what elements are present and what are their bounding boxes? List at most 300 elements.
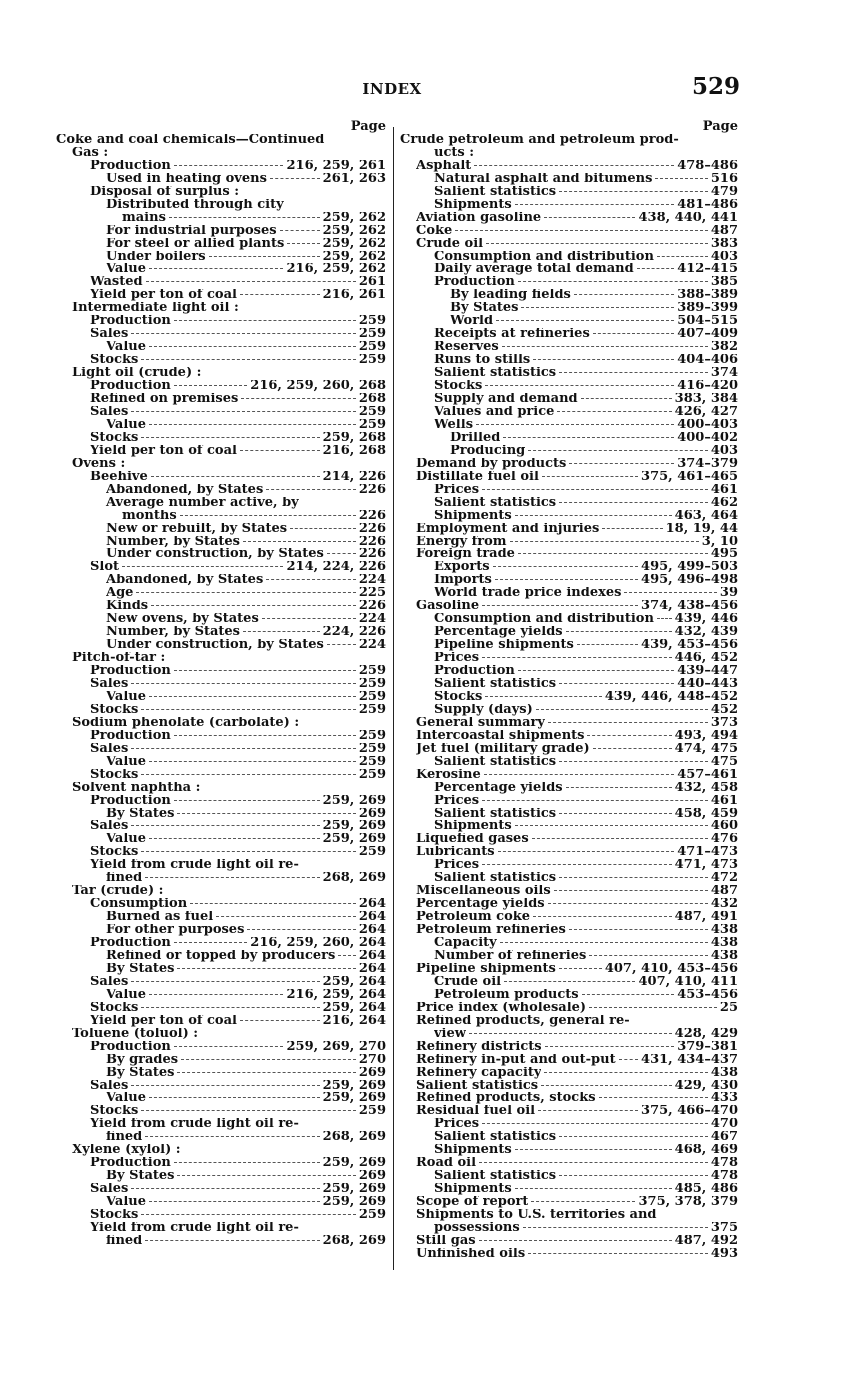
dot-leader [145, 1240, 319, 1241]
index-entry [56, 225, 386, 238]
index-entry-term: Prices [434, 652, 480, 666]
index-entry [400, 1092, 738, 1105]
index-entry [400, 665, 738, 678]
index-entry-term: Tar (crude) : [72, 885, 164, 899]
index-entry [400, 1248, 738, 1261]
index-entry-term: Refined on premises [90, 393, 239, 406]
index-entry [400, 393, 738, 406]
index-entry-pages: 264 [358, 898, 386, 912]
index-entry-term: Refined or topped by producers [106, 950, 336, 963]
index-entry-pages: 400–403 [677, 418, 738, 432]
index-entry [400, 276, 738, 289]
index-entry-pages: 485, 486 [674, 1183, 738, 1197]
index-entry [400, 1015, 738, 1028]
index-entry-pages: 3, 10 [701, 535, 738, 549]
index-entry-pages: 478–486 [677, 159, 738, 173]
index-entry-term: Shipments to U.S. territories and [416, 1209, 657, 1223]
dot-leader [149, 696, 356, 697]
dot-leader [559, 1175, 708, 1176]
index-column-left [56, 121, 386, 1248]
dot-leader [559, 968, 602, 969]
index-entry [56, 937, 386, 950]
index-entry-term: Shipments [434, 198, 512, 212]
index-entry [400, 328, 738, 341]
index-entry-term: Gasoline [416, 600, 480, 614]
index-entry [400, 199, 738, 212]
dot-leader [141, 851, 356, 852]
index-entry-pages: 375, 461–465 [641, 470, 738, 484]
index-entry-term: Reserves [434, 341, 499, 355]
index-entry-pages: 224 [358, 613, 386, 627]
dot-leader [559, 683, 674, 684]
index-entry-pages: 461 [710, 483, 738, 497]
dot-leader [243, 631, 320, 632]
index-entry [56, 639, 386, 652]
index-entry-pages: 504–515 [677, 315, 738, 329]
dot-leader [243, 541, 356, 542]
index-entry [56, 613, 386, 626]
index-entry-term: Light oil (crude) : [72, 367, 202, 381]
index-entry-pages: 259 [358, 315, 386, 329]
index-entry-term: Salient statistics [434, 755, 557, 769]
dot-leader [554, 890, 708, 891]
column-divider [393, 127, 394, 1270]
index-entry-pages: 407–409 [677, 328, 738, 342]
index-entry [56, 147, 386, 160]
dot-leader [131, 333, 356, 334]
index-entry-term: Yield from crude light oil re- [90, 859, 299, 873]
dot-leader [515, 1188, 672, 1189]
index-entry [400, 730, 738, 743]
index-entry [400, 976, 738, 989]
index-entry-term: Sales [90, 405, 129, 419]
index-entry-term: Prices [434, 794, 480, 808]
index-entry [400, 1067, 738, 1080]
index-entry [56, 859, 386, 872]
dot-leader [485, 696, 602, 697]
index-entry [56, 484, 386, 497]
index-entry-pages: 385 [710, 276, 738, 290]
index-entry-term: Production [90, 937, 171, 950]
index-entry-pages: 259, 268 [322, 431, 386, 445]
index-entry-term: World [450, 315, 494, 329]
index-entry-term: Values and price [434, 405, 555, 419]
index-entry [56, 160, 386, 173]
index-entry [56, 458, 386, 471]
dot-leader [141, 437, 319, 438]
dot-leader [531, 1201, 635, 1202]
dot-leader [502, 346, 708, 347]
index-entry-term: Petroleum products [434, 988, 579, 1002]
index-entry [56, 406, 386, 419]
dot-leader [266, 579, 356, 580]
index-entry-term: Daily average total demand [434, 263, 634, 277]
index-entry-pages: 259, 269 [322, 833, 386, 847]
index-entry-pages: 25 [719, 1001, 738, 1015]
index-entry-pages: 412–415 [677, 263, 738, 277]
index-entry-term: Refinery in-put and out-put [416, 1053, 616, 1067]
index-entry-term: Pipeline shipments [434, 639, 574, 653]
index-entry [400, 315, 738, 328]
index-entry [56, 833, 386, 846]
index-entry [56, 548, 386, 561]
index-entry-term: Runs to stills [434, 354, 531, 368]
index-entry [400, 1196, 738, 1209]
index-entry-term: New or rebuilt, by States [106, 522, 288, 536]
index-entries-right [400, 134, 738, 1261]
index-entry-term: Stocks [90, 354, 139, 368]
index-entry [56, 523, 386, 536]
index-entry-pages: 259, 269 [322, 1183, 386, 1197]
index-entry-term: Petroleum refineries [416, 924, 566, 938]
dot-leader [482, 657, 672, 658]
dot-leader [581, 398, 672, 399]
index-entry-term: mains [122, 211, 166, 225]
dot-leader [131, 411, 356, 412]
dot-leader [149, 994, 284, 995]
index-entry-pages: 269 [358, 1066, 386, 1080]
index-entry [56, 665, 386, 678]
index-entry-pages: 400–402 [677, 431, 738, 445]
index-entry [400, 1054, 738, 1067]
index-entry-term: World trade price indexes [434, 587, 622, 601]
index-entry-pages: 374, 438–456 [641, 600, 738, 614]
dot-leader [533, 359, 674, 360]
index-entry [400, 678, 738, 691]
index-entry-pages: 438, 440, 441 [638, 211, 738, 225]
index-entry-term: By States [106, 1170, 175, 1184]
index-entry-pages: 439–447 [677, 665, 738, 678]
index-entry-term: Still gas [416, 1234, 476, 1248]
index-entry-term: Production [90, 665, 171, 678]
dot-leader [131, 748, 356, 749]
index-entry-pages: 438 [710, 924, 738, 938]
index-entry [56, 173, 386, 186]
index-entry-pages: 268, 269 [322, 1234, 386, 1248]
dot-leader [287, 243, 319, 244]
index-entry-term: Salient statistics [434, 807, 557, 821]
index-entry-pages: 476 [710, 833, 738, 847]
index-entry [400, 471, 738, 484]
index-entry-term: Asphalt [416, 159, 472, 173]
dot-leader [637, 268, 675, 269]
index-entry [56, 1183, 386, 1196]
dot-leader [619, 1059, 638, 1060]
index-entry-term: Lubricants [416, 846, 495, 860]
dot-leader [486, 243, 708, 244]
index-entry [56, 846, 386, 859]
index-entry [56, 717, 386, 730]
index-entry-pages: 259 [358, 846, 386, 860]
index-entry-pages: 226 [358, 548, 386, 562]
index-entry [400, 1157, 738, 1170]
index-entry-term: Production [90, 1040, 171, 1054]
index-entry-term: Yield per ton of coal [90, 289, 237, 303]
index-entry-pages: 375, 378, 379 [638, 1196, 738, 1210]
dot-leader [469, 1033, 672, 1034]
dot-leader [559, 813, 672, 814]
dot-leader [533, 916, 672, 917]
index-entry-pages: 404–406 [677, 354, 738, 368]
index-entry-term: view [434, 1027, 466, 1041]
index-entry-term: Consumption and distribution [434, 613, 654, 627]
index-entry-pages: 471, 473 [674, 859, 738, 873]
index-entry-pages: 259 [358, 729, 386, 743]
index-entry-term: Liquefied gases [416, 833, 529, 847]
index-entry-term: Road oil [416, 1157, 477, 1171]
index-entry [56, 238, 386, 251]
index-entry-pages: 224 [358, 574, 386, 588]
index-entry-term: Sales [90, 1183, 129, 1197]
index-entry-term: Average number active, by [106, 496, 299, 510]
index-entry-pages: 259, 264 [322, 1001, 386, 1015]
dot-leader [177, 1175, 355, 1176]
index-entry-term: Wells [434, 418, 474, 432]
index-entry [56, 1028, 386, 1041]
index-entry-term: fined [106, 1131, 143, 1145]
index-entry-pages: 458, 459 [674, 807, 738, 821]
index-entry-term: Beehive [90, 470, 148, 484]
dot-leader [174, 735, 356, 736]
index-entry [56, 561, 386, 574]
index-entry-term: Stocks [434, 690, 483, 704]
dot-leader [476, 424, 674, 425]
index-entry-term: Stocks [90, 703, 139, 717]
dot-leader [141, 1214, 356, 1215]
index-entry-pages: 259 [358, 690, 386, 704]
dot-leader [141, 709, 356, 710]
index-entry [400, 1235, 738, 1248]
index-entry-term: Value [106, 690, 146, 704]
index-entry [400, 795, 738, 808]
dot-leader [485, 385, 674, 386]
index-entry [56, 212, 386, 225]
dot-leader [544, 1072, 707, 1073]
index-entry-pages: 416–420 [677, 380, 738, 394]
index-entry [56, 289, 386, 302]
index-entry-pages: 468, 469 [674, 1144, 738, 1158]
index-entry-pages: 259, 269 [322, 1092, 386, 1106]
index-entry-term: Xylene (xylol) : [72, 1144, 181, 1158]
dot-leader [327, 553, 356, 554]
dot-leader [496, 320, 674, 321]
index-entry-term: Value [106, 833, 146, 847]
index-entry [56, 1209, 386, 1222]
index-entry [400, 691, 738, 704]
index-entry [56, 820, 386, 833]
index-entry-term: Pipeline shipments [416, 962, 556, 976]
dot-leader [177, 1072, 355, 1073]
index-entry-term: Aviation gasoline [416, 211, 542, 225]
index-entry [400, 212, 738, 225]
index-entry-pages: 379–381 [677, 1040, 738, 1054]
index-entry [56, 1222, 386, 1235]
index-entry-term: Intermediate light oil : [72, 302, 239, 316]
index-entry [56, 743, 386, 756]
index-entry-pages: 388–389 [677, 289, 738, 303]
index-entries-left [56, 134, 386, 1248]
index-entry [400, 147, 738, 160]
index-entry-term: Residual fuel oil [416, 1105, 536, 1119]
index-entry [400, 354, 738, 367]
dot-leader [577, 644, 638, 645]
index-entry-term: Distributed through city [106, 198, 284, 212]
dot-leader [500, 942, 708, 943]
index-entry-pages: 453–456 [677, 988, 738, 1002]
dot-leader [559, 191, 708, 192]
dot-leader [141, 1007, 319, 1008]
index-entry-pages: 214, 226 [322, 470, 386, 484]
index-entry [400, 950, 738, 963]
index-entry-pages: 439, 446 [674, 613, 738, 627]
index-entry [56, 445, 386, 458]
dot-leader [136, 592, 355, 593]
dot-leader [146, 281, 356, 282]
index-entry-pages: 433 [710, 1092, 738, 1106]
index-entry-term: Production [90, 729, 171, 743]
index-entry-term: Stocks [90, 1105, 139, 1119]
dot-leader [593, 333, 674, 334]
index-entry-term: Percentage yields [434, 781, 563, 795]
index-entry-term: Abandoned, by States [106, 483, 264, 497]
index-entry [400, 574, 738, 587]
dot-leader [482, 1123, 708, 1124]
index-entry [400, 808, 738, 821]
index-entry [56, 1002, 386, 1015]
index-entry [400, 263, 738, 276]
index-entry [56, 1080, 386, 1093]
index-entry-pages: 264 [358, 911, 386, 925]
index-entry [400, 497, 738, 510]
dot-leader [559, 502, 708, 503]
index-entry [56, 536, 386, 549]
index-entry-term: Sales [90, 742, 129, 756]
index-entry-term: Ovens : [72, 457, 126, 471]
index-entry-pages: 426, 427 [674, 405, 738, 419]
index-entry-term: Production [90, 315, 171, 329]
dot-leader [266, 489, 356, 490]
dot-leader [131, 825, 319, 826]
index-entry-term: Value [106, 341, 146, 355]
index-entry [56, 276, 386, 289]
index-entry-pages: 216, 261 [322, 289, 386, 303]
index-entry-term: Under construction, by States [106, 639, 324, 653]
index-entry [400, 302, 738, 315]
index-entry-term: Salient statistics [434, 677, 557, 691]
index-entry-term: Under boilers [106, 250, 206, 264]
index-entry-term: fined [106, 1234, 143, 1248]
index-entry-term: Stocks [90, 768, 139, 782]
index-entry-pages: 461 [710, 794, 738, 808]
index-entry-term: Sales [90, 1079, 129, 1093]
index-entry [56, 587, 386, 600]
index-entry-pages: 487, 491 [674, 911, 738, 925]
index-entry [56, 989, 386, 1002]
index-entry-pages: 259 [358, 354, 386, 368]
index-entry-pages: 268, 269 [322, 872, 386, 886]
index-entry-term: Employment and injuries [416, 522, 600, 536]
index-entry-pages: 438 [710, 950, 738, 963]
dot-leader [149, 1097, 320, 1098]
dot-leader [174, 800, 320, 801]
index-entry-term: Refined products, stocks [416, 1092, 596, 1106]
index-entry-term: months [122, 509, 177, 523]
index-entry [400, 238, 738, 251]
index-entry [56, 341, 386, 354]
dot-leader [482, 864, 672, 865]
index-entry-term: By States [106, 1066, 175, 1080]
index-entry-term: Natural asphalt and bitumens [434, 172, 653, 186]
index-column-right [400, 121, 738, 1261]
dot-leader [582, 994, 675, 995]
index-entry-term: Solvent naphtha : [72, 781, 201, 795]
dot-leader [521, 307, 674, 308]
dot-leader [209, 256, 320, 257]
index-entry [400, 613, 738, 626]
index-entry-term: Value [106, 263, 146, 277]
index-entry-term: Under construction, by States [106, 548, 324, 562]
index-entry-term: Value [106, 1196, 146, 1210]
index-entry [56, 471, 386, 484]
index-entry [400, 1041, 738, 1054]
index-entry-pages: 259 [358, 1105, 386, 1119]
index-entry [400, 289, 738, 302]
index-entry-pages: 460 [710, 820, 738, 834]
index-entry-term: By States [106, 962, 175, 976]
index-entry-term: Refinery capacity [416, 1066, 542, 1080]
index-entry [400, 820, 738, 833]
index-entry-pages: 428, 429 [674, 1027, 738, 1041]
dot-leader [181, 1059, 356, 1060]
dot-leader [240, 450, 320, 451]
index-entry-pages: 439, 446, 448–452 [604, 690, 738, 704]
dot-leader [149, 424, 356, 425]
index-entry [56, 872, 386, 885]
index-entry-pages: 259 [358, 328, 386, 342]
index-entry [400, 911, 738, 924]
index-entry [400, 652, 738, 665]
index-entry [56, 1015, 386, 1028]
index-entry-term: For industrial purposes [106, 224, 277, 238]
index-entry-pages: 440–443 [677, 677, 738, 691]
index-entry [400, 782, 738, 795]
index-entry [400, 859, 738, 872]
index-entry [56, 1054, 386, 1067]
index-entry-term: Foreign trade [416, 548, 515, 562]
index-entry-pages: 259 [358, 418, 386, 432]
dot-leader [624, 592, 716, 593]
index-entry-pages: 214, 224, 226 [286, 561, 386, 575]
index-entry-pages: 432 [710, 898, 738, 912]
index-entry-term: Number, by States [106, 535, 240, 549]
dot-leader [145, 1136, 319, 1137]
dot-leader [559, 372, 708, 373]
index-entry-pages: 470 [710, 1118, 738, 1132]
index-entry-term: Sales [90, 975, 129, 989]
index-entry-pages: 467 [710, 1131, 738, 1145]
index-entry-term: Number, by States [106, 626, 240, 640]
dot-leader [545, 1046, 675, 1047]
dot-leader [474, 165, 674, 166]
index-entry-pages: 383 [710, 237, 738, 251]
index-entry-term: Age [106, 587, 134, 601]
index-entry-term: Value [106, 755, 146, 769]
index-entry-pages: 216, 259, 260, 268 [250, 380, 386, 394]
index-entry-pages: 481–486 [677, 198, 738, 212]
index-entry-term: Stocks [90, 1001, 139, 1015]
index-entry-term: Burned as fuel [106, 911, 214, 925]
index-entry-term: Prices [434, 483, 480, 497]
